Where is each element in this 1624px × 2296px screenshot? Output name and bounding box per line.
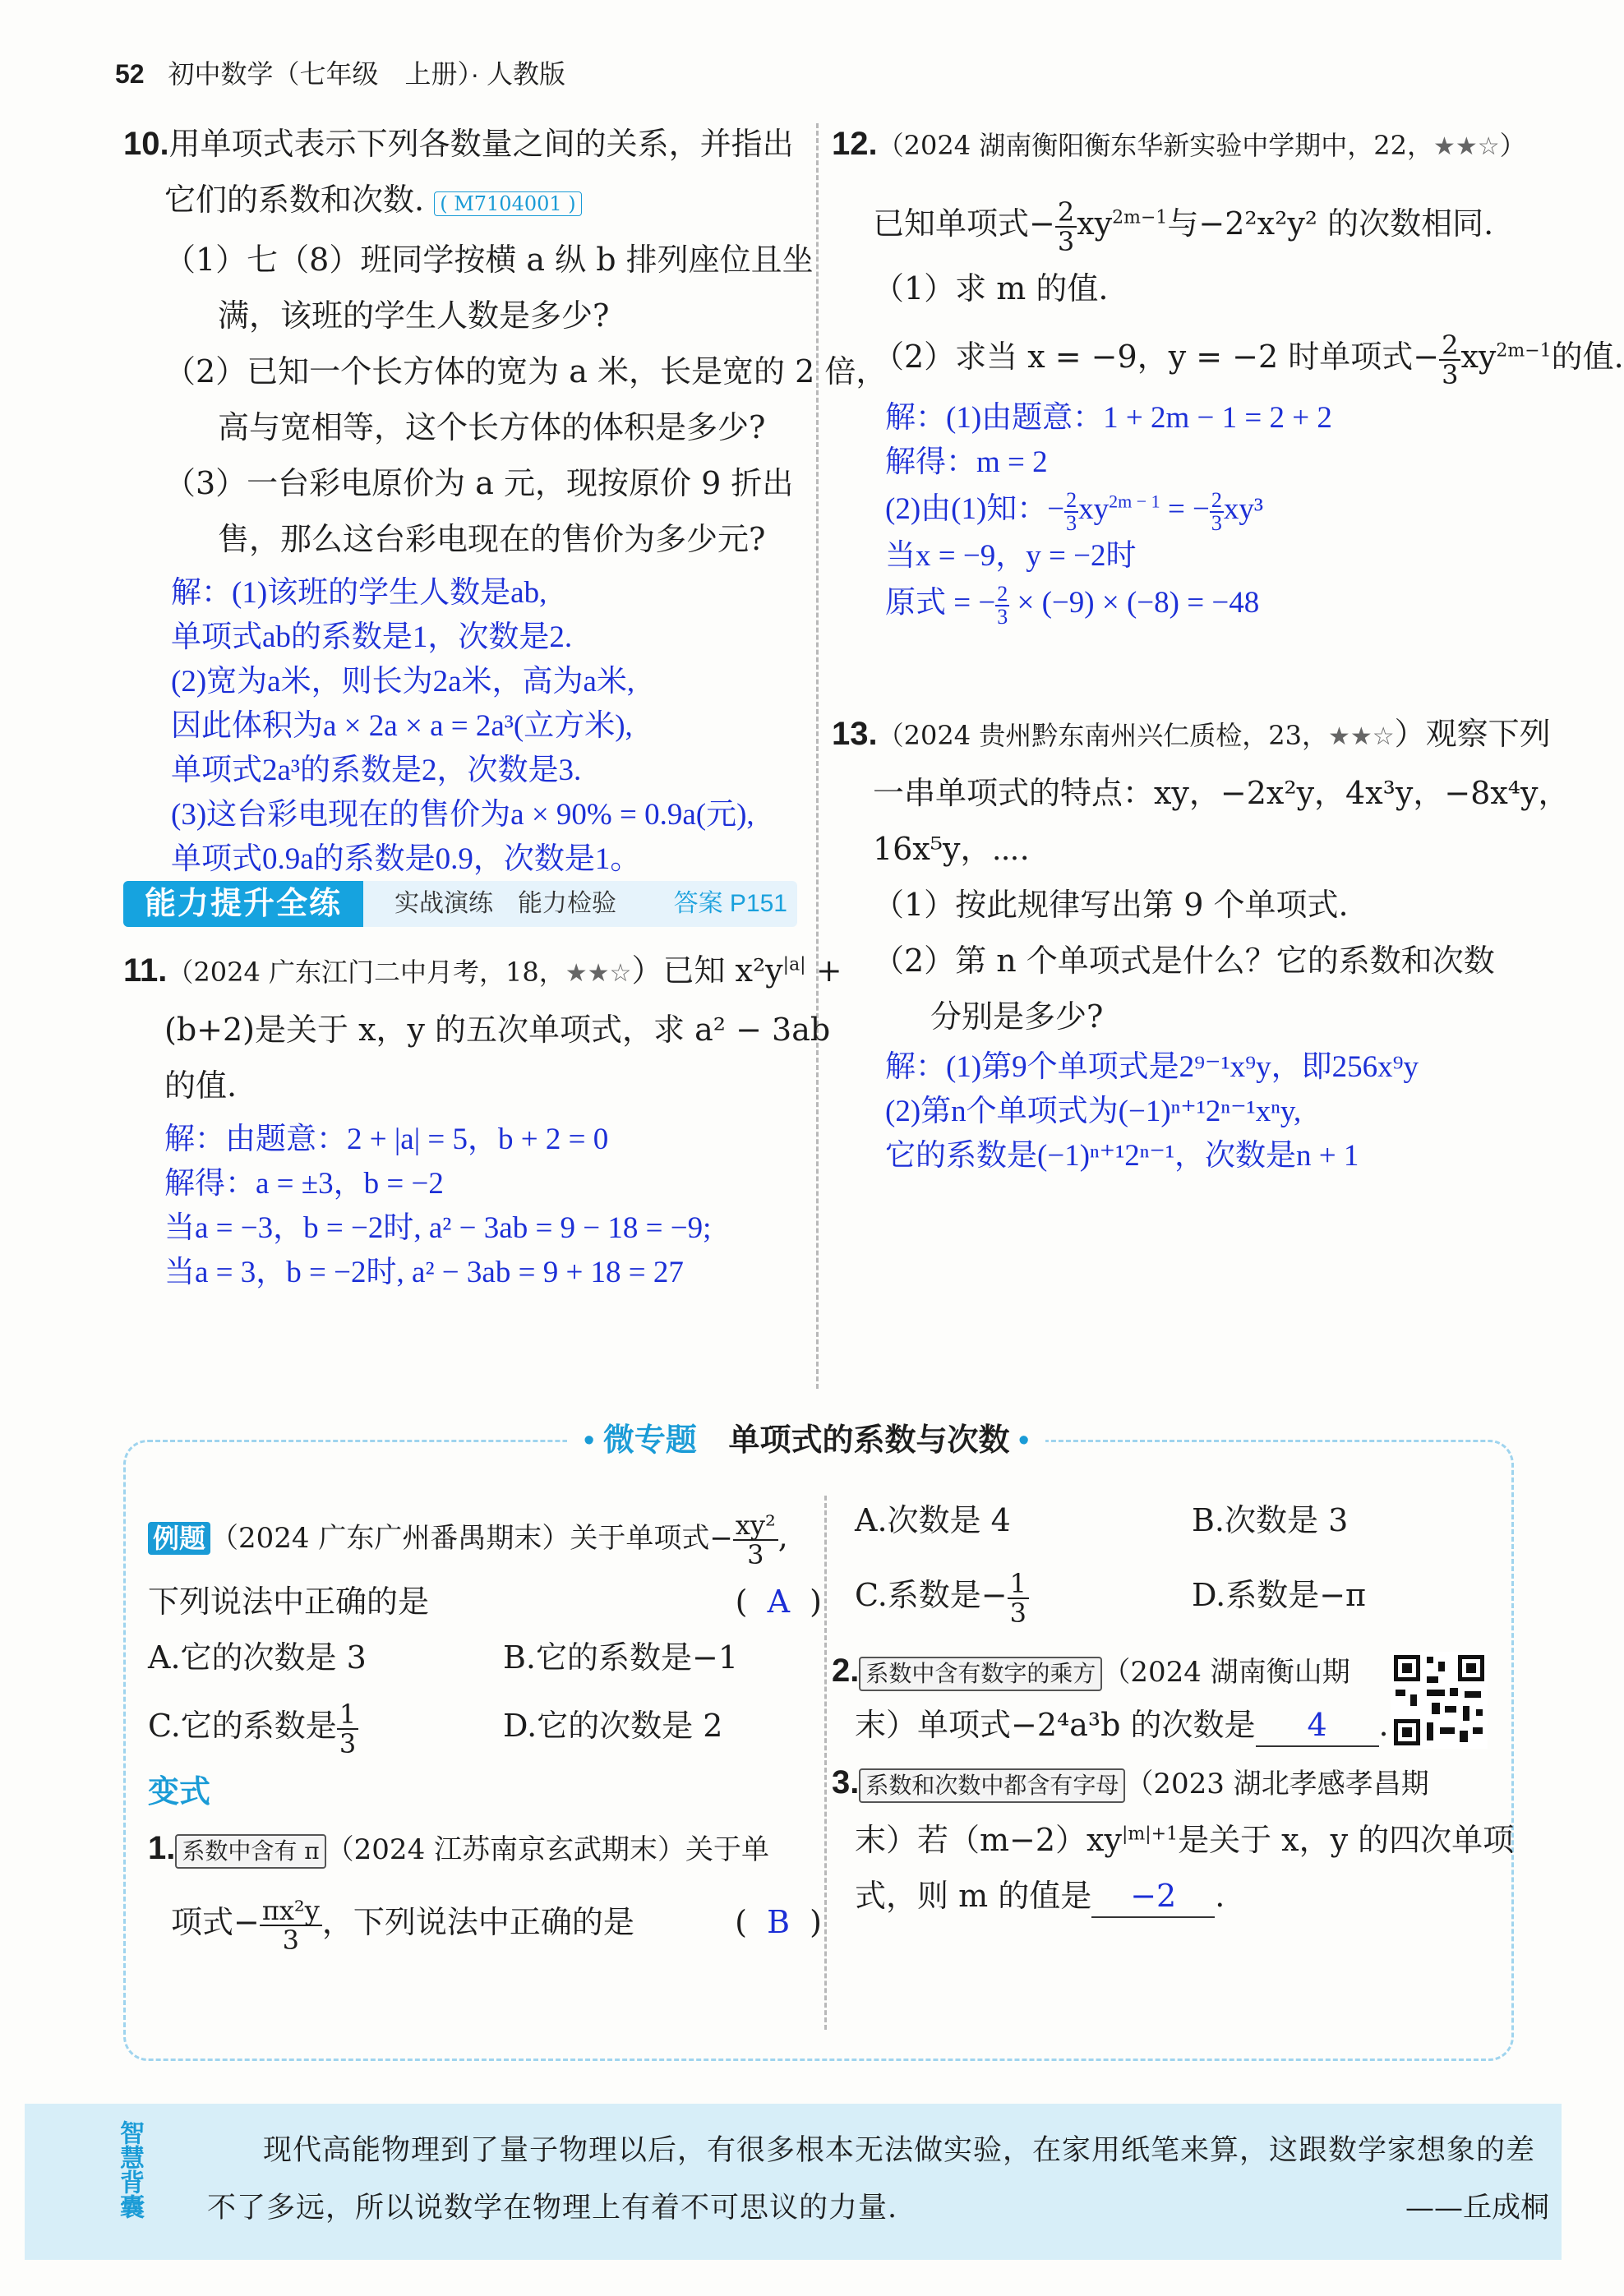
solution-line [885,485,1514,534]
solution-line: 解：由题意：2 + |a| = 5，b + 2 = 0 [164,1123,609,1156]
q12-exponent: 2m−1 [1496,340,1552,362]
q11-plus: + [815,952,842,989]
solution-line: 解：(1)第9个单项式是2⁹⁻¹x⁹y，即256x⁹y [885,1050,1419,1084]
variant2-line2: 末）单项式−2⁴a³b 的次数是 [855,1707,1256,1743]
question-source: （2024 贵州黔东南州兴仁质检，23， [877,720,1328,751]
option-c: C.系数是− [855,1577,1008,1613]
q13-line2: 一串单项式的特点：xy，−2x²y，4x³y，−8x⁴y， [873,775,1570,811]
question-12 [832,123,1624,629]
q11-line3: 的值. [164,1067,238,1104]
variant3-line2b: 是关于 x，y 的四次单项 [1178,1822,1515,1858]
fraction [733,1511,778,1569]
fraction: $\frac{1}{3}$ [1008,1570,1029,1627]
fraction [1064,487,1078,535]
q12-solution [832,396,1514,628]
q11-line1-end: ）已知 x²y [631,952,783,989]
fraction [995,583,1009,628]
option-a: A.次数是 4 [855,1502,1011,1538]
page-number: 52 [115,59,145,89]
option-d: D.系数是−π [1192,1577,1367,1613]
denominator: 3 [997,604,1008,629]
variant-number: 1. [148,1830,176,1866]
fraction [260,1894,322,1956]
answer-reference: 答案 P151 [673,890,787,917]
option-b: B.次数是 3 [1192,1502,1349,1538]
q11-line2: (b+2)是关于 x，y 的五次单项式，求 a² − 3ab [164,1012,831,1048]
q11-exponent: |a| [782,954,806,975]
solution-line: 单项式2a³的系数是2，次数是3. [171,754,582,787]
footer-side-label: 智慧背囊 [116,2120,143,2219]
solution-line: 当a = −3，b = −2时, a² − 3ab = 9 − 18 = −9; [164,1211,712,1245]
sol-text: = − [1167,492,1210,526]
fraction: $\frac{1}{3}$ [337,1700,358,1758]
sol-text: (2)由(1)知：− [885,492,1065,526]
q12-p2a: （2）求当 x = −9，y = −2 时单项式− [873,339,1440,375]
qr-code-icon[interactable] [1391,1652,1488,1749]
question-number: 11. [123,952,168,989]
denominator: 3 [1066,510,1077,535]
q12-exponent: 2m−1 [1112,207,1168,228]
q13-p1: （1）按此规律写出第 9 个单项式. [873,887,1349,923]
variant3-exponent: |m|+1 [1121,1823,1179,1845]
solution-line: 单项式0.9a的系数是0.9，次数是1。 [171,842,641,876]
question-source: （2024 广东江门二中月考，18， [167,957,565,988]
option-b: B.它的系数是−1 [503,1639,739,1676]
denominator: 3 [282,1924,300,1956]
variant1-answer: B [767,1904,791,1940]
difficulty-star-icon: ★★☆ [1327,722,1395,751]
q10-p1b: 满，该班的学生人数是多少? [218,297,610,334]
solution-line: 解：(1)该班的学生人数是ab, [171,576,547,610]
numerator: 2 [1211,487,1222,512]
section-banner [123,881,797,927]
solution-line: 解：(1)由题意：1 + 2m − 1 = 2 + 2 [885,401,1332,435]
variant-tag: 系数和次数中都含有字母 [859,1768,1125,1803]
fraction [1210,487,1224,535]
question-number: 13. [832,716,878,752]
variant1-line2a: 项式− [171,1904,260,1940]
sol-exponent: 2m − 1 [1109,491,1160,512]
numerator: 2 [997,581,1008,606]
numerator: 2 [1066,487,1077,512]
option-c: C.它的系数是 [148,1708,337,1744]
q12-line1a: 已知单项式− [873,205,1055,242]
topic-label: 微专题 [602,1423,697,1458]
footer-author: ——丘成桐 [1405,2192,1550,2225]
special-topic-title: • 微专题 单项式的系数与次数 • [567,1418,1045,1463]
solution-line: 因此体积为a × 2a × a = 2a³(立方米), [171,709,633,743]
sol-text: xy [1078,492,1110,526]
q12-variable: xy [1460,339,1497,375]
sol-text: xy³ [1223,492,1264,526]
q10-code: ( M7104001 ) [434,191,581,216]
q10-p3a: （3）一台彩电原价为 a 元，现按原价 9 折出 [164,465,794,501]
q12-p2c: 的值. [1551,339,1624,375]
solution-line: (2)宽为a米，则长为2a米，高为a米, [171,665,635,698]
sol-text: × (−9) × (−8) = −48 [1017,586,1260,620]
q13-solution [832,1045,1514,1178]
solution-line: 单项式ab的系数是1，次数是2. [171,620,573,654]
option-d: D.它的次数是 2 [503,1708,723,1744]
variant-number: 2. [832,1653,860,1689]
solution-line: 解得：a = ±3，b = −2 [164,1167,444,1201]
variant-tag: 系数中含有 π [175,1834,325,1869]
example-line2: 下列说法中正确的是 [148,1584,430,1620]
difficulty-star-icon: ★★☆ [1433,132,1500,161]
variant-label: 变式 [148,1775,211,1810]
fraction [1055,198,1077,256]
solution-line: 它的系数是(−1)ⁿ⁺¹2ⁿ⁻¹，次数是n + 1 [885,1139,1359,1173]
page-header [115,56,565,92]
difficulty-star-icon: ★★☆ [565,959,632,988]
solution-line: (3)这台彩电现在的售价为a × 90% = 0.9a(元), [171,798,754,832]
variant1-line2b: ，下列说法中正确的是 [321,1904,634,1940]
banner-text-1: 实战演练 [394,890,493,917]
answer-blank: 4 [1256,1704,1379,1747]
variant-tag: 系数中含有数字的乘方 [859,1657,1102,1691]
special-right: A.次数是 4 B.次数是 3 C.系数是− $\frac{1}{3}$ D.系数是−π 2. 系数中含有数字的乘方 （2024 湖南衡山期 末）单项式−2⁴a³b 的次数是 4 . 3. 系数和次数中都含有字母 （2023 湖北孝感孝昌期 末）若$(m-2)xy^{|m|+1}$是关于 x，y 的四次单项 式，则 m 的值是 −2 . [855,1496,1504,1918]
numerator: 2 [1055,198,1077,228]
option-a: A.它的次数是 3 [148,1639,367,1676]
fraction [1439,331,1460,389]
question-13 [832,713,1570,1178]
question-number: 10. [123,126,169,162]
denominator: 3 [747,1538,764,1570]
question-number: 12. [832,126,878,162]
special-divider [824,1496,827,2030]
q10-solution [123,571,797,882]
sol-text: 原式 = − [885,586,996,620]
topic-name: 单项式的系数与次数 [728,1423,1010,1458]
column-divider [816,123,819,1389]
q11-solution [123,1118,805,1295]
q13-p2b: 分别是多少? [930,998,1104,1035]
q12-line1c: 与−2²x²y² 的次数相同. [1167,205,1494,242]
denominator: 3 [1057,225,1075,257]
solution-line [885,579,1514,628]
q10-p2a: （2）已知一个长方体的宽为 a 米，长是宽的 2 倍， [164,353,888,390]
variant-number: 3. [832,1764,860,1800]
variant-source: （2024 湖南衡山期 [1102,1656,1350,1689]
banner-tag: 能力提升全练 [123,881,363,927]
variant3-line3: 式，则 m 的值是 [855,1878,1092,1914]
question-11 [123,950,842,1295]
banner-text-2: 能力检验 [518,890,616,917]
q13-p2a: （2）第 n 个单项式是什么？它的系数和次数 [873,943,1495,979]
example-source: （2024 广东广州番禺期末）关于单项式− [210,1522,733,1555]
q13-line1-end: ）观察下列 [1394,716,1551,752]
q10-p3b: 售，那么这台彩电现在的售价为多少元? [218,521,766,557]
solution-line: 当x = −9，y = −2时 [885,539,1137,573]
wisdom-footer [25,2104,1562,2260]
example-answer: A [767,1584,791,1620]
footer-quote-line2: 不了多远，所以说数学在物理上有着不可思议的力量. [207,2192,898,2225]
example-tag: 例题 [148,1522,210,1555]
variant3-line2a: 末）若（m−2）xy [855,1822,1122,1858]
numerator: xy² [733,1511,778,1541]
numerator: πx²y [260,1897,322,1926]
numerator: 2 [1439,331,1460,361]
example-block: 例题 （2024 广东广州番禺期末）关于单项式− $\frac{\text{xy²}}{3}$ , 下列说法中正确的是 ( A ) A.它的次数是 3 B.它的系数是−1 C.它的系数是 $\frac{1}{3}$ D.它的次数是 2 变式 1. 系数中含有 π （2024 江苏南京玄武期末）关于单 项式− $\frac{\text{πx²y}}{3}$ ，下列说法中正确的是 ( B ) [148,1509,822,1956]
code-text: M7104001 [454,192,562,215]
q10-p1a: （1）七（8）班同学按横 a 纵 b 排列座位且坐 [164,242,814,278]
variant-source: （2023 湖北孝感孝昌期 [1125,1768,1429,1800]
q13-line3: 16x⁵y，⋯. [873,831,1030,867]
solution-line: (2)第n个单项式为(−1)ⁿ⁺¹2ⁿ⁻¹xⁿy, [885,1095,1302,1128]
source-end: ） [1499,130,1526,161]
footer-quote-line1: 现代高能物理到了量子物理以后，有很多根本无法做实验，在家用纸笔来算，这跟数学家想象的差 [263,2134,1536,2167]
question-source: （2024 湖南衡阳衡东华新实验中学期中，22， [877,130,1433,161]
variant-source: （2024 江苏南京玄武期末）关于单 [325,1833,770,1866]
q12-p1: （1）求 m 的值. [873,270,1109,307]
solution-line: 解得：m = 2 [885,445,1048,479]
book-title: 初中数学（七年级 上册）· 人教版 [168,59,566,89]
q12-variable: xy [1077,205,1113,242]
q10-line2: 它们的系数和次数. [164,182,425,218]
q10-line1: 用单项式表示下列各数量之间的关系，并指出 [168,126,794,162]
denominator: 3 [1442,358,1459,390]
solution-line: 当a = 3，b = −2时, a² − 3ab = 9 + 18 = 27 [164,1256,684,1289]
q10-p2b: 高与宽相等，这个长方体的体积是多少? [218,409,766,445]
denominator: 3 [1211,510,1222,535]
answer-blank: −2 [1091,1875,1215,1918]
